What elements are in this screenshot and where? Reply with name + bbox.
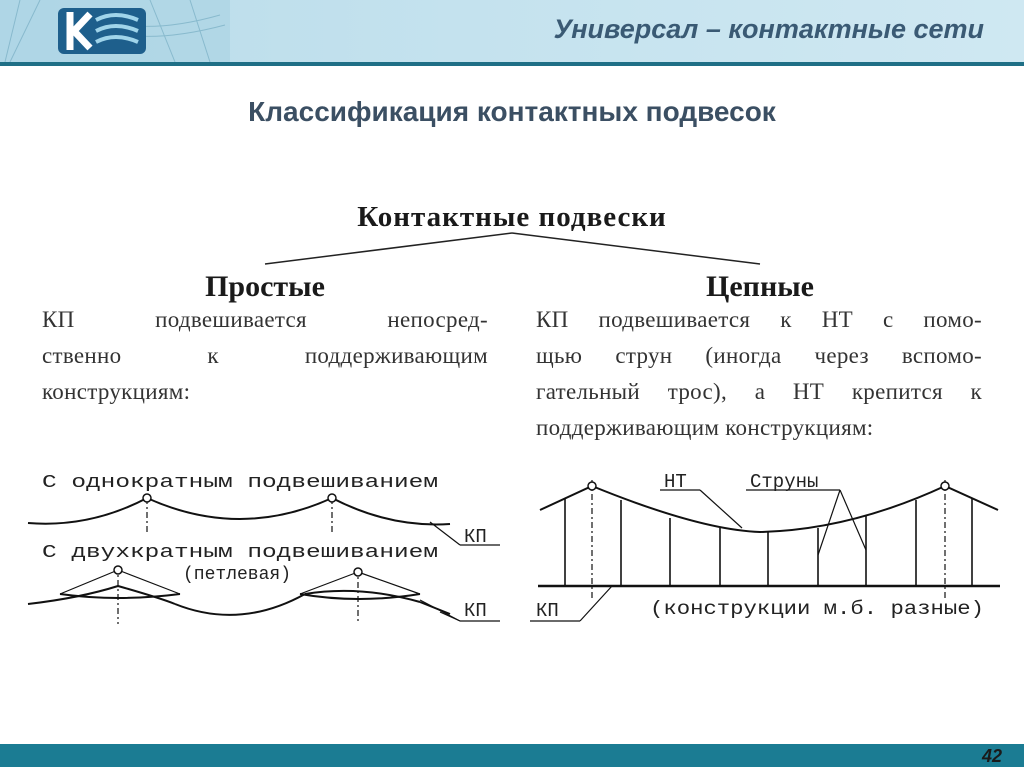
double-suspension-label: С двухкратным подвешиванием (42, 543, 438, 563)
single-suspension-label: С однократным подвешиванием (42, 473, 438, 493)
tree-branch-left (265, 233, 512, 264)
kp-label-single: КП (464, 526, 487, 548)
kp-label-catenary: КП (536, 600, 559, 622)
simple-description-line: конструкциям: (42, 379, 191, 404)
nt-label: НТ (664, 471, 687, 493)
footer-bar (0, 744, 1024, 767)
structures-note: (конструкции м.б. разные) (650, 598, 984, 620)
header-title: Универсал – контактные сети (553, 14, 984, 44)
single-suspension-drawing (28, 494, 500, 545)
root-node-label: Контактные подвески (357, 201, 667, 233)
kp-label-double: КП (464, 600, 487, 622)
catenary-description (536, 302, 982, 446)
catenary-description-line: щью струн (иногда через вспомо- (536, 343, 982, 368)
double-suspension-sublabel: (петлевая) (182, 565, 292, 585)
catenary-description-line: гательный трос), а НТ крепится к (536, 379, 982, 404)
simple-description (42, 302, 488, 410)
simple-heading: Простые (205, 270, 325, 303)
slide-title: Классификация контактных подвесок (248, 96, 776, 127)
catenary-heading: Цепные (706, 270, 814, 303)
catenary-description-line: КП подвешивается к НТ с помо- (536, 307, 982, 332)
tree-branch-right (512, 233, 760, 264)
strings-label: Струны (750, 471, 819, 493)
catenary-description-line: поддерживающим конструкциям: (536, 415, 874, 440)
page-number: 42 (981, 746, 1002, 766)
simple-description-line: ственно к поддерживающим (42, 343, 488, 368)
simple-description-line: КП подвешивается непосред- (42, 307, 488, 332)
